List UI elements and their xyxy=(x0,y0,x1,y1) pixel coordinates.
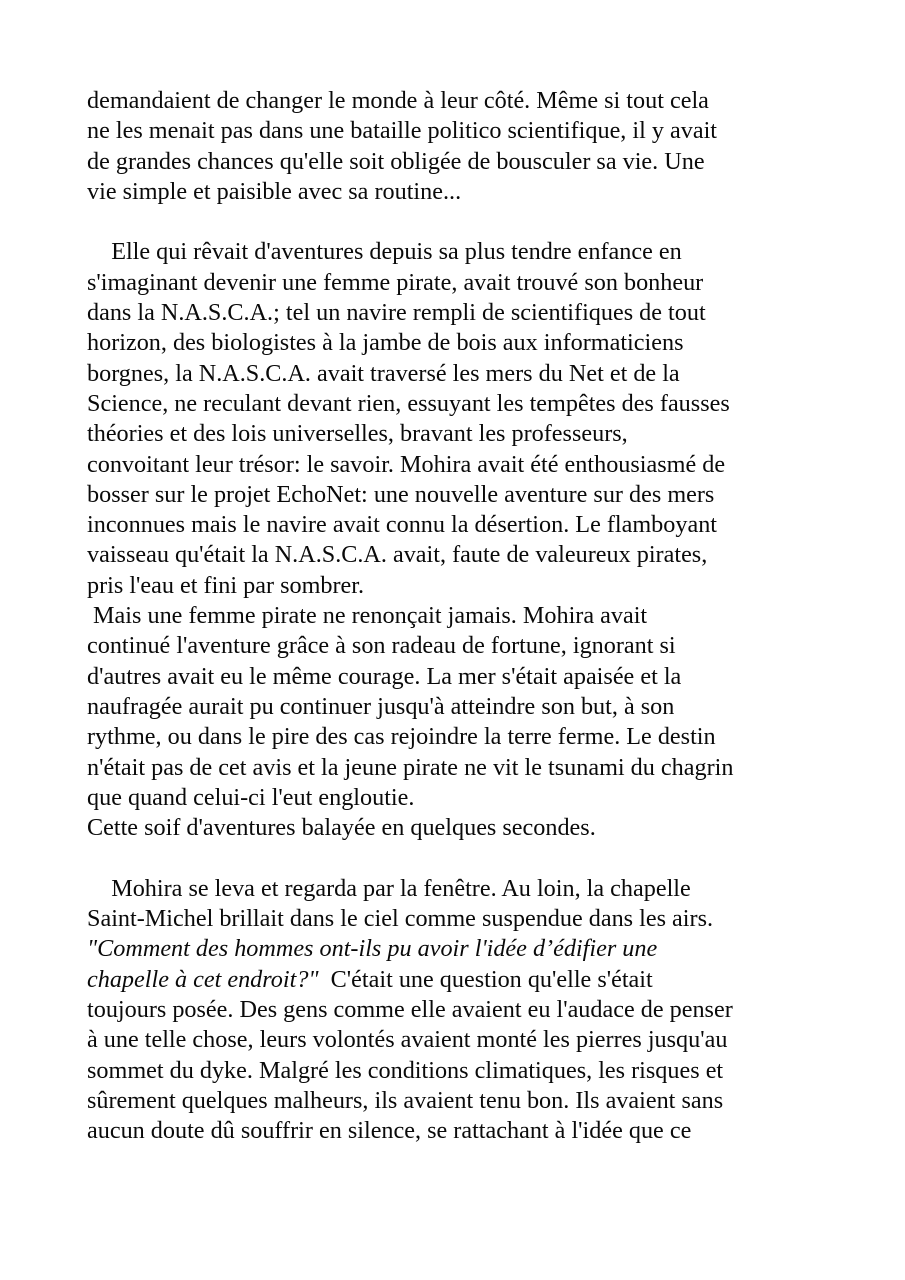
text-run: C'était une question qu'elle s'était xyxy=(318,965,653,993)
text-line xyxy=(87,116,818,146)
text-line xyxy=(87,1056,818,1086)
text-line xyxy=(87,1116,818,1146)
text-line xyxy=(87,934,818,964)
text-run: Science, ne reculant devant rien, essuyant les tempêtes des fausses xyxy=(87,389,730,417)
text-run: Cette soif d'aventures balayée en quelques secondes. xyxy=(87,814,596,842)
text-run: horizon, des biologistes à la jambe de bois aux informaticiens xyxy=(87,329,684,357)
text-run: aucun doute dû souffrir en silence, se rattachant à l'idée que ce xyxy=(87,1117,692,1145)
paragraph xyxy=(87,237,818,843)
paragraph xyxy=(87,874,818,1147)
text-run: d'autres avait eu le même courage. La mer s'était apaisée et la xyxy=(87,662,682,690)
text-run: vaisseau qu'était la N.A.S.C.A. avait, faute de valeureux pirates, xyxy=(87,541,708,569)
text-line xyxy=(87,268,818,298)
text-run: convoitant leur trésor: le savoir. Mohira avait été enthousiasmé de xyxy=(87,450,726,478)
text-line xyxy=(87,662,818,692)
text-run: pris l'eau et fini par sombrer. xyxy=(87,571,365,599)
text-line xyxy=(87,450,818,480)
text-line xyxy=(87,904,818,934)
text-line xyxy=(87,1086,818,1116)
text-line xyxy=(87,328,818,358)
text-run: demandaient de changer le monde à leur côté. Même si tout cela xyxy=(87,87,709,114)
text-run: Saint-Michel brillait dans le ciel comme suspendue dans les airs. xyxy=(87,905,714,933)
text-run: vie simple et paisible avec sa routine... xyxy=(87,177,462,205)
text-line xyxy=(87,722,818,752)
document-body-text xyxy=(87,86,818,1146)
text-run: sommet du dyke. Malgré les conditions climatiques, les risques et xyxy=(87,1056,724,1084)
text-run: à une telle chose, leurs volontés avaient monté les pierres jusqu'au xyxy=(87,1026,728,1054)
text-run: sûrement quelques malheurs, ils avaient tenu bon. Ils avaient sans xyxy=(87,1086,724,1114)
text-run: toujours posée. Des gens comme elle avaient eu l'audace de penser xyxy=(87,995,733,1023)
text-line xyxy=(87,995,818,1025)
text-line xyxy=(87,571,818,601)
text-run: Mohira se leva et regarda par la fenêtre. Au loin, la chapelle xyxy=(87,874,691,902)
text-run: n'était pas de cet avis et la jeune pirate ne vit le tsunami du chagrin xyxy=(87,753,734,781)
text-run: Mais une femme pirate ne renonçait jamais. Mohira avait xyxy=(87,602,648,630)
text-run: Elle qui rêvait d'aventures depuis sa plus tendre enfance en xyxy=(87,238,682,266)
text-line xyxy=(87,389,818,419)
text-line xyxy=(87,783,818,813)
text-line xyxy=(87,1025,818,1055)
text-line xyxy=(87,601,818,631)
quoted-italic-text: "Comment des hommes ont-ils pu avoir l'idée d’édifier une xyxy=(87,935,658,963)
text-run: dans la N.A.S.C.A.; tel un navire rempli de scientifiques de tout xyxy=(87,299,706,327)
text-line xyxy=(87,298,818,328)
text-line xyxy=(87,965,818,995)
paragraph xyxy=(87,86,818,207)
text-line xyxy=(87,419,818,449)
text-run: ne les menait pas dans une bataille politico scientifique, il y avait xyxy=(87,117,718,145)
text-line xyxy=(87,692,818,722)
text-line xyxy=(87,177,818,207)
text-run: de grandes chances qu'elle soit obligée de bousculer sa vie. Une xyxy=(87,147,705,175)
text-run: rythme, ou dans le pire des cas rejoindre la terre ferme. Le destin xyxy=(87,723,716,751)
text-run: borgnes, la N.A.S.C.A. avait traversé les mers du Net et de la xyxy=(87,359,680,387)
text-run: continué l'aventure grâce à son radeau de fortune, ignorant si xyxy=(87,632,676,660)
text-run: naufragée aurait pu continuer jusqu'à atteindre son but, à son xyxy=(87,692,675,720)
text-line xyxy=(87,237,818,267)
text-line xyxy=(87,813,818,843)
text-line xyxy=(87,359,818,389)
text-line xyxy=(87,480,818,510)
text-line xyxy=(87,147,818,177)
text-line xyxy=(87,874,818,904)
quoted-italic-text: chapelle à cet endroit?" xyxy=(87,965,319,993)
text-run: théories et des lois universelles, bravant les professeurs, xyxy=(87,420,628,448)
text-line xyxy=(87,86,818,116)
text-line xyxy=(87,510,818,540)
text-line xyxy=(87,753,818,783)
text-line xyxy=(87,540,818,570)
text-line xyxy=(87,631,818,661)
text-run: bosser sur le projet EchoNet: une nouvelle aventure sur des mers xyxy=(87,480,715,508)
text-run: s'imaginant devenir une femme pirate, avait trouvé son bonheur xyxy=(87,268,704,296)
text-run: que quand celui-ci l'eut engloutie. xyxy=(87,783,415,811)
text-run: inconnues mais le navire avait connu la désertion. Le flamboyant xyxy=(87,511,718,539)
